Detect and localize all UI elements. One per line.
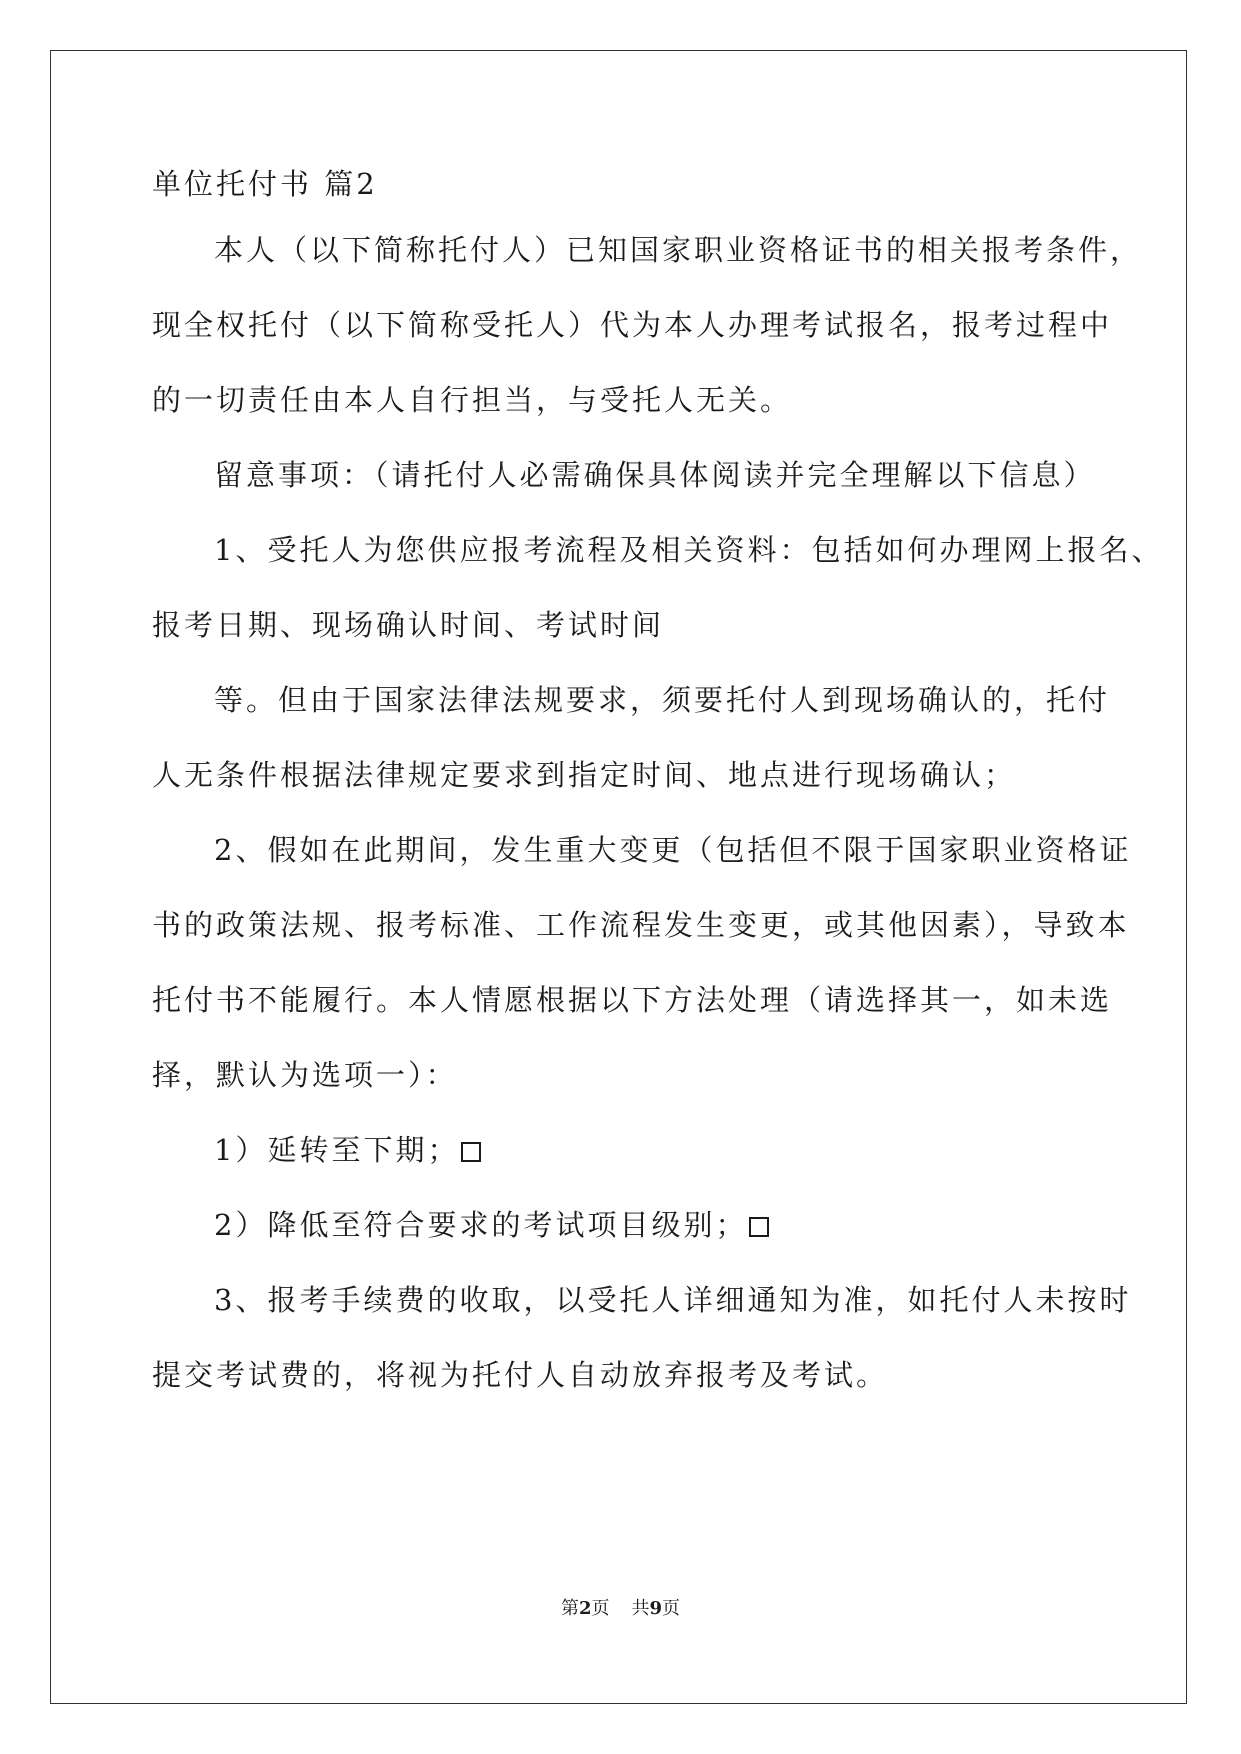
page-frame xyxy=(50,50,1187,1704)
paragraph-line: 等。但由于国家法律法规要求，须要托付人到现场确认的，托付 xyxy=(214,683,1111,717)
total-prefix: 共 xyxy=(631,1598,650,1619)
page-total: 9 xyxy=(649,1598,663,1619)
option-checkbox-2[interactable] xyxy=(749,1217,769,1237)
document-heading: 单位托付书 篇2 xyxy=(152,167,378,201)
paragraph-line: 的一切责任由本人自行担当，与受托人无关。 xyxy=(152,383,793,417)
option-label-1: 1）延转至下期； xyxy=(214,1133,460,1167)
paragraph-line: 书的政策法规、报考标准、工作流程发生变更，或其他因素），导致本 xyxy=(152,908,1130,942)
page-prefix: 第 xyxy=(560,1598,579,1619)
paragraph-line: 提交考试费的，将视为托付人自动放弃报考及考试。 xyxy=(152,1358,889,1392)
page-footer xyxy=(0,1594,1241,1620)
option-item-2 xyxy=(214,1207,769,1243)
paragraph-line: 人无条件根据法律规定要求到指定时间、地点进行现场确认； xyxy=(152,758,1017,792)
page-mid: 页 xyxy=(591,1598,610,1619)
paragraph-line: 本人（以下简称托付人）已知国家职业资格证书的相关报考条件， xyxy=(214,233,1143,267)
option-checkbox-1[interactable] xyxy=(461,1142,481,1162)
paragraph-line: 3、报考手续费的收取，以受托人详细通知为准，如托付人未按时 xyxy=(214,1283,1132,1317)
paragraph-line: 现全权托付（以下简称受托人）代为本人办理考试报名，报考过程中 xyxy=(152,308,1113,342)
paragraph-line: 托付书不能履行。本人情愿根据以下方法处理（请选择其一，如未选 xyxy=(152,983,1113,1017)
option-item-1 xyxy=(214,1132,481,1168)
paragraph-line: 1、受托人为您供应报考流程及相关资料：包括如何办理网上报名、 xyxy=(214,533,1164,567)
paragraph-line: 报考日期、现场确认时间、考试时间 xyxy=(152,608,665,642)
paragraph-line: 择，默认为选项一）： xyxy=(152,1058,458,1092)
paragraph-line: 2、假如在此期间，发生重大变更（包括但不限于国家职业资格证 xyxy=(214,833,1132,867)
page-current: 2 xyxy=(578,1598,592,1619)
option-label-2: 2）降低至符合要求的考试项目级别； xyxy=(214,1208,748,1242)
paragraph-line: 留意事项：（请托付人必需确保具体阅读并完全理解以下信息） xyxy=(214,458,1096,492)
total-suffix: 页 xyxy=(662,1598,681,1619)
